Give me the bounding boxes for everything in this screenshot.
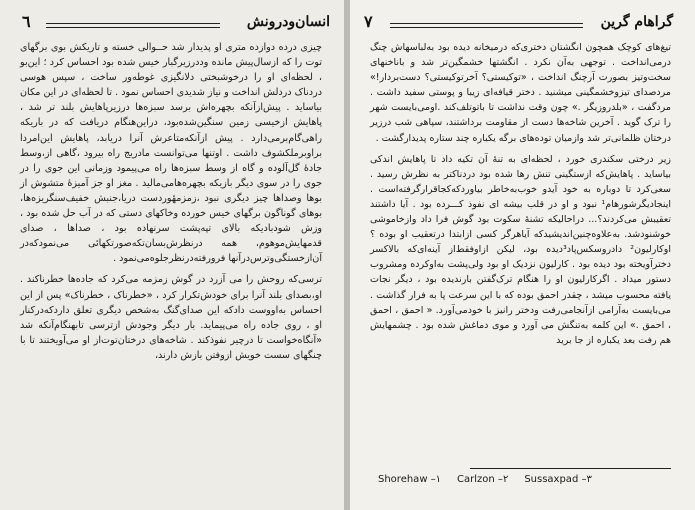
left-page-header bbox=[22, 14, 330, 34]
right-page bbox=[350, 0, 695, 510]
right-page-header bbox=[364, 14, 673, 34]
running-title: انسان‌ودرونش bbox=[246, 14, 330, 30]
paragraph: تیغ‌های کوچک همچون انگشتان دختری‌که درمیخانه دیده بود به‌لباسهاش چنگ درمی‌انداخت . توجهی به‌آن نکرد . انگشتها خشمگین‌تر شد و باناخنهای سخت‌وتیز بصورت آرچنگ انداخت ، «توکیستی؟ آخرتوکیستی؟ دست‌بردار!» مردصدای تیزوخشمگینی میشنید . دختر قیافه‌ای زیبا و پوستی سفید داشت . مردگفت ، «بلدروزیگر .» چون وقت نداشت تا باتوتلف‌کند .اومی‌بایست شهر را ترک گوید . آخرین شاخه‌ها دست از مقاومت برداشتند، سپاهی شب درزیر درختان ظلمانی‌تر شد وازمیان توده‌های برگه یکباره چند ستاره پدیدارگشت . bbox=[370, 42, 671, 144]
left-page bbox=[0, 0, 344, 510]
paragraph: زیر درختی سکندری خورد ، لحظه‌ای به تنهٔ آن تکیه داد تا پاهایش اندکی بیاساید . پاهایش‌که ازستگینی تنش رها شده بود دردناکتر به نظرش رسید . سعی‌کرد تا دوباره به خود آیدو خوب‌به‌خاطر بیاوردکه‌کجاقرارگرفته‌است . اینجادیگرشورهام¹ نبود و او در قلب بیشه ای نفوذ کـــرده بود . آیا داشتند تعقیبش می‌کردند؟... دراحالیکه تشنهٔ سکوت بود گوش فرا داد وازخاموشی خوشنودشد. به‌علاوه‌چنین‌اندیشید‌که آیاهرگر کسی از‌ابتدا درتعقیب او بوده ؟اوکارلیون² دادروسکس‌پاد³دیده بود، لیکن ازاوفقط‌از آینه‌ای‌که بالاکسر دختر‌آویخته بود دیده بود . کارلیون نزدیک او بود ولی‌پشت به‌اوکرده ومشروب دستور میداد . اگرکارلیون او را هنگام ترک‌گفتن بارندیده بود ، دیگر نجات یافته محسوب میشد ، چقدر احمق بوده که با این سرعت پا به فرار گذاشت . می‌بایست به‌آرامی ازآنجامی‌رفت ودختر رانیز با خودمی‌آورد. « احمق ، احمق ، احمق .» این کلمه به‌تنگش می آورد و موی دماغش شده بود . چشمهایش هم رفت بعد یکباره از جا برید bbox=[370, 153, 671, 346]
footnote: Shorehaw –١ bbox=[378, 474, 442, 485]
footnotes bbox=[378, 474, 671, 485]
header-rule bbox=[46, 23, 220, 28]
left-page-body bbox=[20, 40, 322, 363]
paragraph: چیزی درده دوازده متری او پدیدار شد حــوالی خسته و تاریکش بوی برگهای توت را که ازسال‌پیش مانده وددرزیرگبار خیس شده بود احساس کرد ؛ این‌بو ، لحظه‌ای او را درخوشبختی دلانگیزی غوطه‌ور ساخت ، سپس هوسی دردناک دردلش انداخت و نیاز شدیدی احساس نمود . تا لحظه‌ای در این مکان بیاساید . پیش‌ازآنکه بچهره‌اش برسد سبزه‌ها درزیرپاهایش بلند تر شد ، پاهایش ازخیسی زمین سنگین‌شده‌بود، دراین‌هنگام دریافت که در باریکه راهی‌گام‌برمی‌دارد . پیش ازآنکه‌متاعرش آنرا دریابد، پاهایش این‌امردا براوبرملکشوف داشت . اوتنها می‌توانست ماد‌ریج راه بیرود ،گاهی از،وسط جادهٔ گل‌آلوده و گاه از وسط سبزه‌ها راه می‌پیمود وزمانی این جوی را در جوی را در سوی دیگر بازیکه بچهره‌هامی‌مالید . مغز او جز آمیزهٔ متشوش از بوها وصداها چیز دیگری نبود ،زمزمهٔوردست دریا،جنبش خفیف‌سنگریزه‌ها، بوهای گوناگون برگهای خیس خورده وخاکهای دستی که در آب حل شده بود ، وزش شودبادیکه بالای تپه‌پشت سرنهاده بود ، صداها ، صدای قدمهایش‌موهوم، همه درنظرش‌بسان‌تکه‌صورتکهائی می‌نمودکه‌در آن‌ازخستگی‌وترس‌درآنها فرورفته‌درنظرجلوه‌می‌نمود . bbox=[20, 42, 322, 265]
footnote-rule bbox=[470, 468, 671, 469]
running-title: گراهام گرین bbox=[600, 14, 673, 30]
paragraph: ترسی‌که روحش را می آزرد در گوش زمزمه می‌کرد که جاده‌ها خطرناکند . او،بصدای بلند آنرا برای خودش‌تکرار کرد ، «خطرناک ، خطرناک» پس از این احساس به‌اووست داد‌که این صدای‌گنگ به‌شخص دیگری تعلق دارد‌که‌درکنار او ، روی جاده راه می‌پیماید. بار دیگر وجودش ازترسی تا‌بهنگام‌آنکه شد «آنگاه‌خواست تا درچیر نفوذکند . شاخه‌های درختان‌توت‌از او می‌آویختند تا با چنگهای سست خویش ازوفتن بازش دارند، bbox=[20, 274, 322, 361]
footnote: Sussaxpad –٣ bbox=[524, 474, 592, 485]
header-rule bbox=[390, 23, 583, 28]
right-page-body bbox=[370, 40, 671, 348]
page-number: ٦ bbox=[22, 12, 31, 31]
footnote: Carlzon –٢ bbox=[457, 474, 509, 485]
page-number: ٧ bbox=[364, 12, 373, 31]
